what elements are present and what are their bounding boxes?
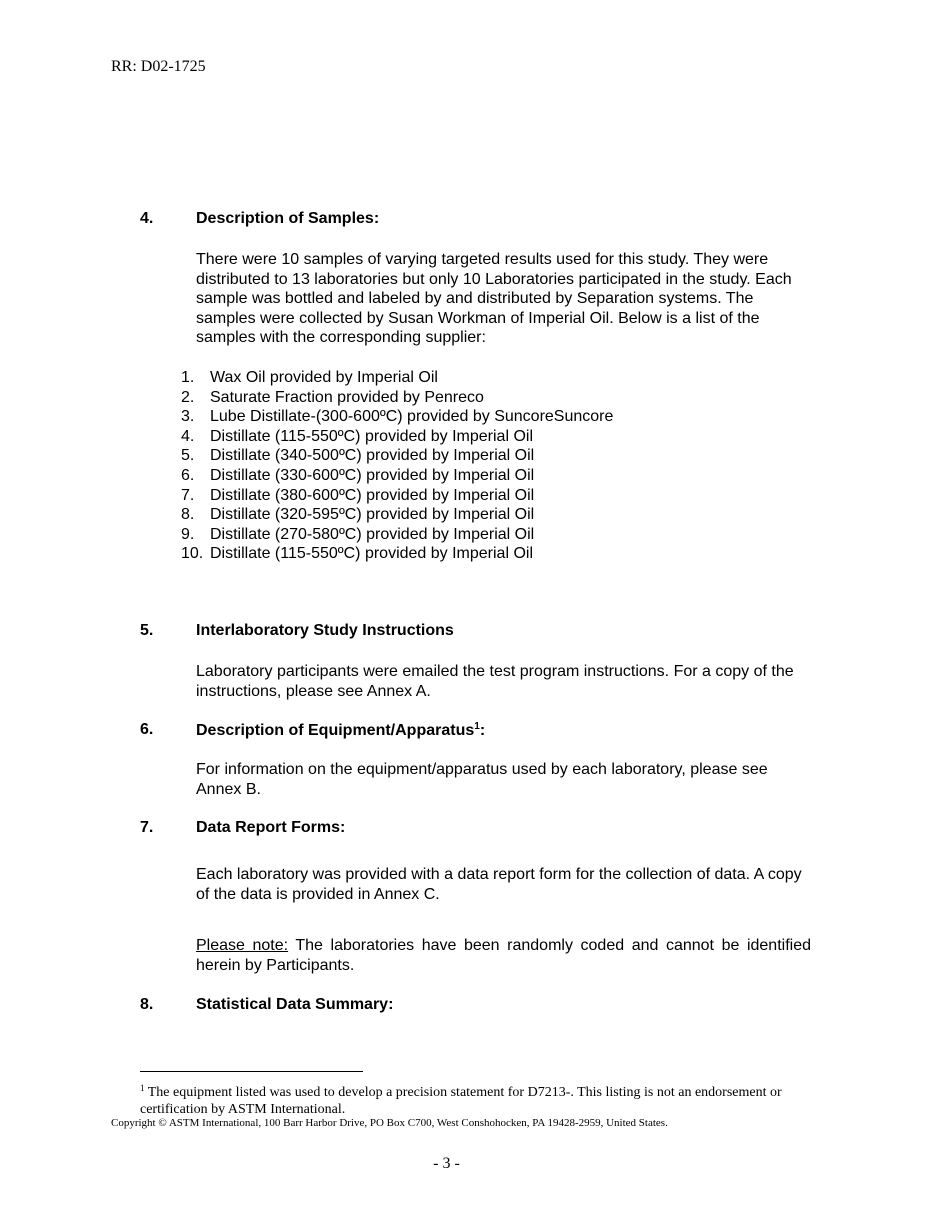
section-4-title: Description of Samples:: [196, 210, 380, 227]
sample-number: 6.: [181, 466, 195, 484]
sample-number: 8.: [181, 506, 195, 524]
sample-text: Saturate Fraction provided by Penreco: [210, 388, 484, 406]
sample-text: Distillate (330-600ºC) provided by Imperial Oil: [210, 466, 535, 484]
sample-list-item: [181, 505, 613, 525]
please-note-paragraph: Please note: The laboratories have been randomly coded and cannot be identified herein by Participants.: [196, 937, 812, 974]
section-4-number: 4.: [140, 210, 154, 227]
sample-number: 4.: [181, 427, 195, 445]
sample-number: 3.: [181, 408, 195, 426]
sample-text: Wax Oil provided by Imperial Oil: [210, 369, 438, 386]
sample-list-item: [181, 368, 613, 388]
sample-number: 1.: [181, 369, 195, 386]
section-7-number: 7.: [140, 819, 154, 836]
sample-text: Distillate (115-550ºC) provided by Imperial Oil: [210, 545, 534, 563]
sample-number: 10.: [181, 545, 204, 563]
footnote: $^1$ The equipment listed was used to develop a precision statement for D7213-. This listing is not an endorsement or certification by ASTM International.: [140, 1083, 782, 1117]
section-5-number: 5.: [140, 622, 154, 639]
section-6-paragraph: For information on the equipment/apparatus used by each laboratory, please see Annex B.: [196, 761, 768, 798]
section-7-paragraph: Each laboratory was provided with a data report form for the collection of data. A copy of the data is provided in Annex C.: [196, 866, 802, 903]
sample-text: Distillate (320-595ºC) provided by Imperial Oil: [210, 506, 535, 524]
sample-number: 9.: [181, 525, 195, 543]
footnote-ref-1: 1: [474, 721, 480, 732]
section-4-paragraph: There were 10 samples of varying targeted results used for this study. They were distributed to 13 laboratories but only 10 Laboratories participated in the study. Each sample was bottled and labeled by and distributed by Separation systems. The samples were collected by Susan Workman of Imperial Oil. Below is a list of the samples with the corresponding supplier:: [196, 251, 792, 347]
sample-text: Distillate (115-550ºC) provided by Imperial Oil: [210, 427, 534, 445]
sample-text: Lube Distillate-(300-600ºC) provided by SuncoreSuncore: [210, 408, 614, 426]
sample-list-item: [181, 407, 613, 427]
section-5-paragraph: Laboratory participants were emailed the test program instructions. For a copy of the instructions, please see Annex A.: [196, 663, 794, 700]
section-7-title: Data Report Forms:: [196, 819, 346, 836]
sample-text: Distillate (380-600ºC) provided by Imperial Oil: [210, 486, 535, 504]
please-note-label: Please note:: [196, 937, 289, 954]
sample-text: Distillate (270-580ºC) provided by Imperial Oil: [210, 525, 535, 543]
section-6-title: Description of Equipment/Apparatus$^1$:: [196, 721, 486, 739]
page-number: - 3 -: [433, 1155, 460, 1172]
sample-number: 5.: [181, 447, 195, 465]
footnote-divider: [140, 1071, 363, 1072]
section-6-number: 6.: [140, 721, 154, 738]
sample-list-item: [181, 466, 613, 486]
sample-list-item: [181, 446, 613, 466]
sample-number: 7.: [181, 486, 195, 504]
sample-list-item: [181, 427, 613, 447]
section-8-title: Statistical Data Summary:: [196, 996, 394, 1013]
sample-list-item: [181, 544, 613, 564]
sample-number: 2.: [181, 388, 195, 406]
copyright-line: Copyright © ASTM International, 100 Barr Harbor Drive, PO Box C700, West Conshohocken, PA 19428-2959, United States.: [111, 1117, 668, 1129]
section-8-number: 8.: [140, 996, 154, 1013]
document-header: RR: D02-1725: [111, 58, 206, 75]
sample-list-item: [181, 388, 613, 408]
section-5-title: Interlaboratory Study Instructions: [196, 622, 454, 639]
sample-list-item: [181, 486, 613, 506]
sample-list-item: [181, 525, 613, 545]
sample-list: [181, 368, 613, 564]
sample-text: Distillate (340-500ºC) provided by Imperial Oil: [210, 447, 535, 465]
